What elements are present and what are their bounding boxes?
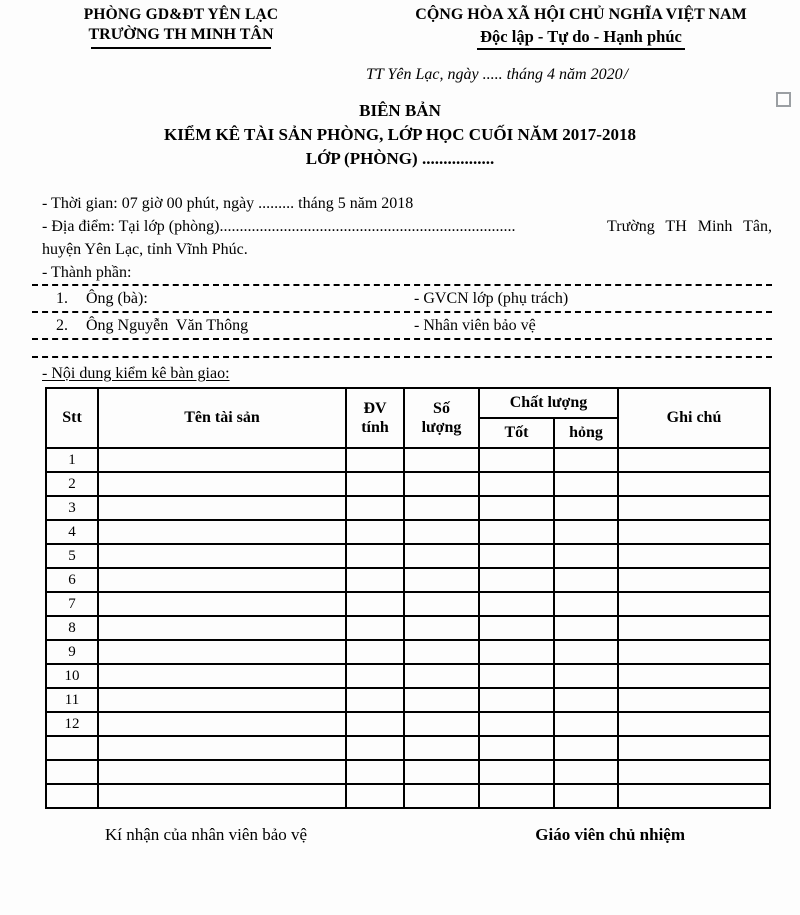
asset-name-cell <box>98 688 346 712</box>
asset-name-cell <box>98 544 346 568</box>
national-motto: Độc lập - Tự do - Hạnh phúc <box>477 27 685 50</box>
row-number-cell: 3 <box>46 496 98 520</box>
broken-cell <box>554 760 618 784</box>
inventory-table <box>45 387 771 809</box>
header-quality-broken: hỏng <box>554 418 618 448</box>
table-row <box>46 544 770 568</box>
table-row <box>46 688 770 712</box>
table-row <box>46 592 770 616</box>
issuer-block <box>0 5 362 50</box>
broken-cell <box>554 640 618 664</box>
notes-cell <box>618 784 770 808</box>
asset-name-cell <box>98 784 346 808</box>
good-cell <box>479 472 554 496</box>
good-cell <box>479 544 554 568</box>
unit-cell <box>346 712 404 736</box>
notes-cell <box>618 520 770 544</box>
table-row <box>46 736 770 760</box>
participant-role: - Nhân viên bảo vệ <box>414 317 536 334</box>
row-number-cell: 1 <box>46 448 98 472</box>
row-number-cell: 6 <box>46 568 98 592</box>
broken-cell <box>554 568 618 592</box>
good-cell <box>479 616 554 640</box>
broken-cell <box>554 736 618 760</box>
asset-name-cell <box>98 496 346 520</box>
header-stt: Stt <box>46 388 98 448</box>
good-cell <box>479 496 554 520</box>
title-line-1: BIÊN BẢN <box>359 101 441 120</box>
good-cell <box>479 592 554 616</box>
document-body <box>42 192 772 809</box>
notes-cell <box>618 664 770 688</box>
row-number-cell <box>46 760 98 784</box>
signature-left-label: Kí nhận của nhân viên bảo vệ <box>105 825 308 844</box>
dateline <box>366 65 800 84</box>
good-cell <box>479 520 554 544</box>
row-number-cell <box>46 736 98 760</box>
asset-name-cell <box>98 568 346 592</box>
notes-cell <box>618 568 770 592</box>
good-cell <box>479 568 554 592</box>
table-row <box>46 520 770 544</box>
title-line-3-class-blank: LỚP (PHÒNG) ................. <box>305 149 495 168</box>
row-number-cell: 12 <box>46 712 98 736</box>
notes-cell <box>618 736 770 760</box>
table-row <box>46 760 770 784</box>
good-cell <box>479 688 554 712</box>
location-prefix: - Địa điểm: Tại lớp (phòng) <box>42 218 220 235</box>
quantity-cell <box>404 760 479 784</box>
dotted-leader: .......................................................................... <box>219 218 516 235</box>
blank-line <box>42 340 772 356</box>
broken-cell <box>554 688 618 712</box>
header-asset-name: Tên tài sản <box>98 388 346 448</box>
dateline-text: TT Yên Lạc, ngày ..... tháng 4 năm 2020 <box>366 66 623 83</box>
broken-cell <box>554 616 618 640</box>
unit-cell <box>346 736 404 760</box>
content-label: - Nội dung kiểm kê bàn giao: <box>42 365 230 382</box>
header-notes: Ghi chú <box>618 388 770 448</box>
table-row <box>46 664 770 688</box>
table-row <box>46 568 770 592</box>
signature-right-label: Giáo viên chủ nhiệm <box>535 825 685 844</box>
asset-name-cell <box>98 640 346 664</box>
notes-cell <box>618 640 770 664</box>
unit-cell <box>346 496 404 520</box>
quantity-cell <box>404 544 479 568</box>
unit-cell <box>346 448 404 472</box>
issuer-school-name: TRƯỜNG TH MINH TÂN <box>88 26 274 43</box>
table-row <box>46 784 770 808</box>
national-header-block <box>362 5 800 50</box>
signature-section <box>0 824 800 846</box>
notes-cell <box>618 544 770 568</box>
header-unit <box>346 388 404 448</box>
header-quantity <box>404 388 479 448</box>
asset-name-cell <box>98 448 346 472</box>
unit-cell <box>346 616 404 640</box>
row-number-cell: 11 <box>46 688 98 712</box>
table-row <box>46 712 770 736</box>
asset-name-cell <box>98 712 346 736</box>
notes-cell <box>618 616 770 640</box>
notes-cell <box>618 592 770 616</box>
table-row <box>46 496 770 520</box>
asset-name-cell <box>98 520 346 544</box>
header-quality-good: Tốt <box>479 418 554 448</box>
table-header-row-1 <box>46 388 770 418</box>
quantity-cell <box>404 616 479 640</box>
row-number-cell: 7 <box>46 592 98 616</box>
title-line-2: KIỂM KÊ TÀI SẢN PHÒNG, LỚP HỌC CUỐI NĂM 2017-2018 <box>164 125 636 144</box>
row-number-cell: 4 <box>46 520 98 544</box>
good-cell <box>479 736 554 760</box>
good-cell <box>479 712 554 736</box>
quantity-cell <box>404 568 479 592</box>
participants-label: - Thành phần: <box>42 264 132 281</box>
notes-cell <box>618 472 770 496</box>
header-quantity-line2: lượng <box>421 419 462 436</box>
quantity-cell <box>404 688 479 712</box>
quantity-cell <box>404 736 479 760</box>
location-suffix: Trường TH Minh Tân, <box>607 218 772 235</box>
unit-cell <box>346 760 404 784</box>
quantity-cell <box>404 496 479 520</box>
notes-cell <box>618 688 770 712</box>
header-unit-line1: ĐV <box>363 399 387 417</box>
row-number-cell: 5 <box>46 544 98 568</box>
time-line: - Thời gian: 07 giờ 00 phút, ngày ......... tháng 5 năm 2018 <box>42 195 414 212</box>
participant-role: - GVCN lớp (phụ trách) <box>414 290 569 307</box>
location-line <box>42 215 772 238</box>
broken-cell <box>554 520 618 544</box>
notes-cell <box>618 496 770 520</box>
header-quality: Chất lượng <box>479 388 618 418</box>
broken-cell <box>554 784 618 808</box>
broken-cell <box>554 544 618 568</box>
row-number-cell: 9 <box>46 640 98 664</box>
unit-cell <box>346 520 404 544</box>
participant-row <box>42 286 772 311</box>
broken-cell <box>554 592 618 616</box>
unit-cell <box>346 640 404 664</box>
asset-name-cell <box>98 736 346 760</box>
broken-cell <box>554 472 618 496</box>
info-section <box>42 192 772 284</box>
content-label-line <box>42 363 772 384</box>
unit-cell <box>346 784 404 808</box>
participant-row <box>42 313 772 338</box>
broken-cell <box>554 712 618 736</box>
location-line-2: huyện Yên Lạc, tỉnh Vĩnh Phúc. <box>42 241 248 258</box>
asset-name-cell <box>98 664 346 688</box>
anchor-square-marker <box>776 92 791 107</box>
table-row <box>46 472 770 496</box>
broken-cell <box>554 448 618 472</box>
document-title <box>0 99 800 171</box>
asset-name-cell <box>98 616 346 640</box>
participant-number: 1. <box>56 290 68 307</box>
broken-cell <box>554 496 618 520</box>
quantity-cell <box>404 784 479 808</box>
participant-name: Ông (bà): <box>86 290 148 307</box>
unit-cell <box>346 664 404 688</box>
participant-number: 2. <box>56 317 68 334</box>
table-row <box>46 616 770 640</box>
asset-name-cell <box>98 472 346 496</box>
notes-cell <box>618 448 770 472</box>
row-number-cell: 8 <box>46 616 98 640</box>
quantity-cell <box>404 448 479 472</box>
row-number-cell <box>46 784 98 808</box>
header-unit-line2: tính <box>361 419 389 436</box>
asset-name-cell <box>98 592 346 616</box>
asset-name-cell <box>98 760 346 784</box>
unit-cell <box>346 688 404 712</box>
quantity-cell <box>404 520 479 544</box>
quantity-cell <box>404 472 479 496</box>
table-row <box>46 640 770 664</box>
participant-name: Ông Nguyễn Văn Thông <box>86 317 249 334</box>
quantity-cell <box>404 712 479 736</box>
text-cursor: / <box>623 66 629 83</box>
row-number-cell: 2 <box>46 472 98 496</box>
quantity-cell <box>404 664 479 688</box>
unit-cell <box>346 544 404 568</box>
table-row <box>46 448 770 472</box>
good-cell <box>479 784 554 808</box>
dashed-separator <box>32 356 772 358</box>
unit-cell <box>346 592 404 616</box>
quantity-cell <box>404 640 479 664</box>
document-header <box>0 0 800 50</box>
good-cell <box>479 760 554 784</box>
good-cell <box>479 448 554 472</box>
national-title: CỘNG HÒA XÃ HỘI CHỦ NGHĨA VIỆT NAM <box>415 6 747 23</box>
broken-cell <box>554 664 618 688</box>
notes-cell <box>618 712 770 736</box>
row-number-cell: 10 <box>46 664 98 688</box>
notes-cell <box>618 760 770 784</box>
good-cell <box>479 640 554 664</box>
unit-cell <box>346 472 404 496</box>
quantity-cell <box>404 592 479 616</box>
good-cell <box>479 664 554 688</box>
issuer-underline <box>91 47 271 49</box>
unit-cell <box>346 568 404 592</box>
header-quantity-line1: Số <box>433 399 450 417</box>
issuer-department: PHÒNG GD&ĐT YÊN LẠC <box>83 6 279 23</box>
